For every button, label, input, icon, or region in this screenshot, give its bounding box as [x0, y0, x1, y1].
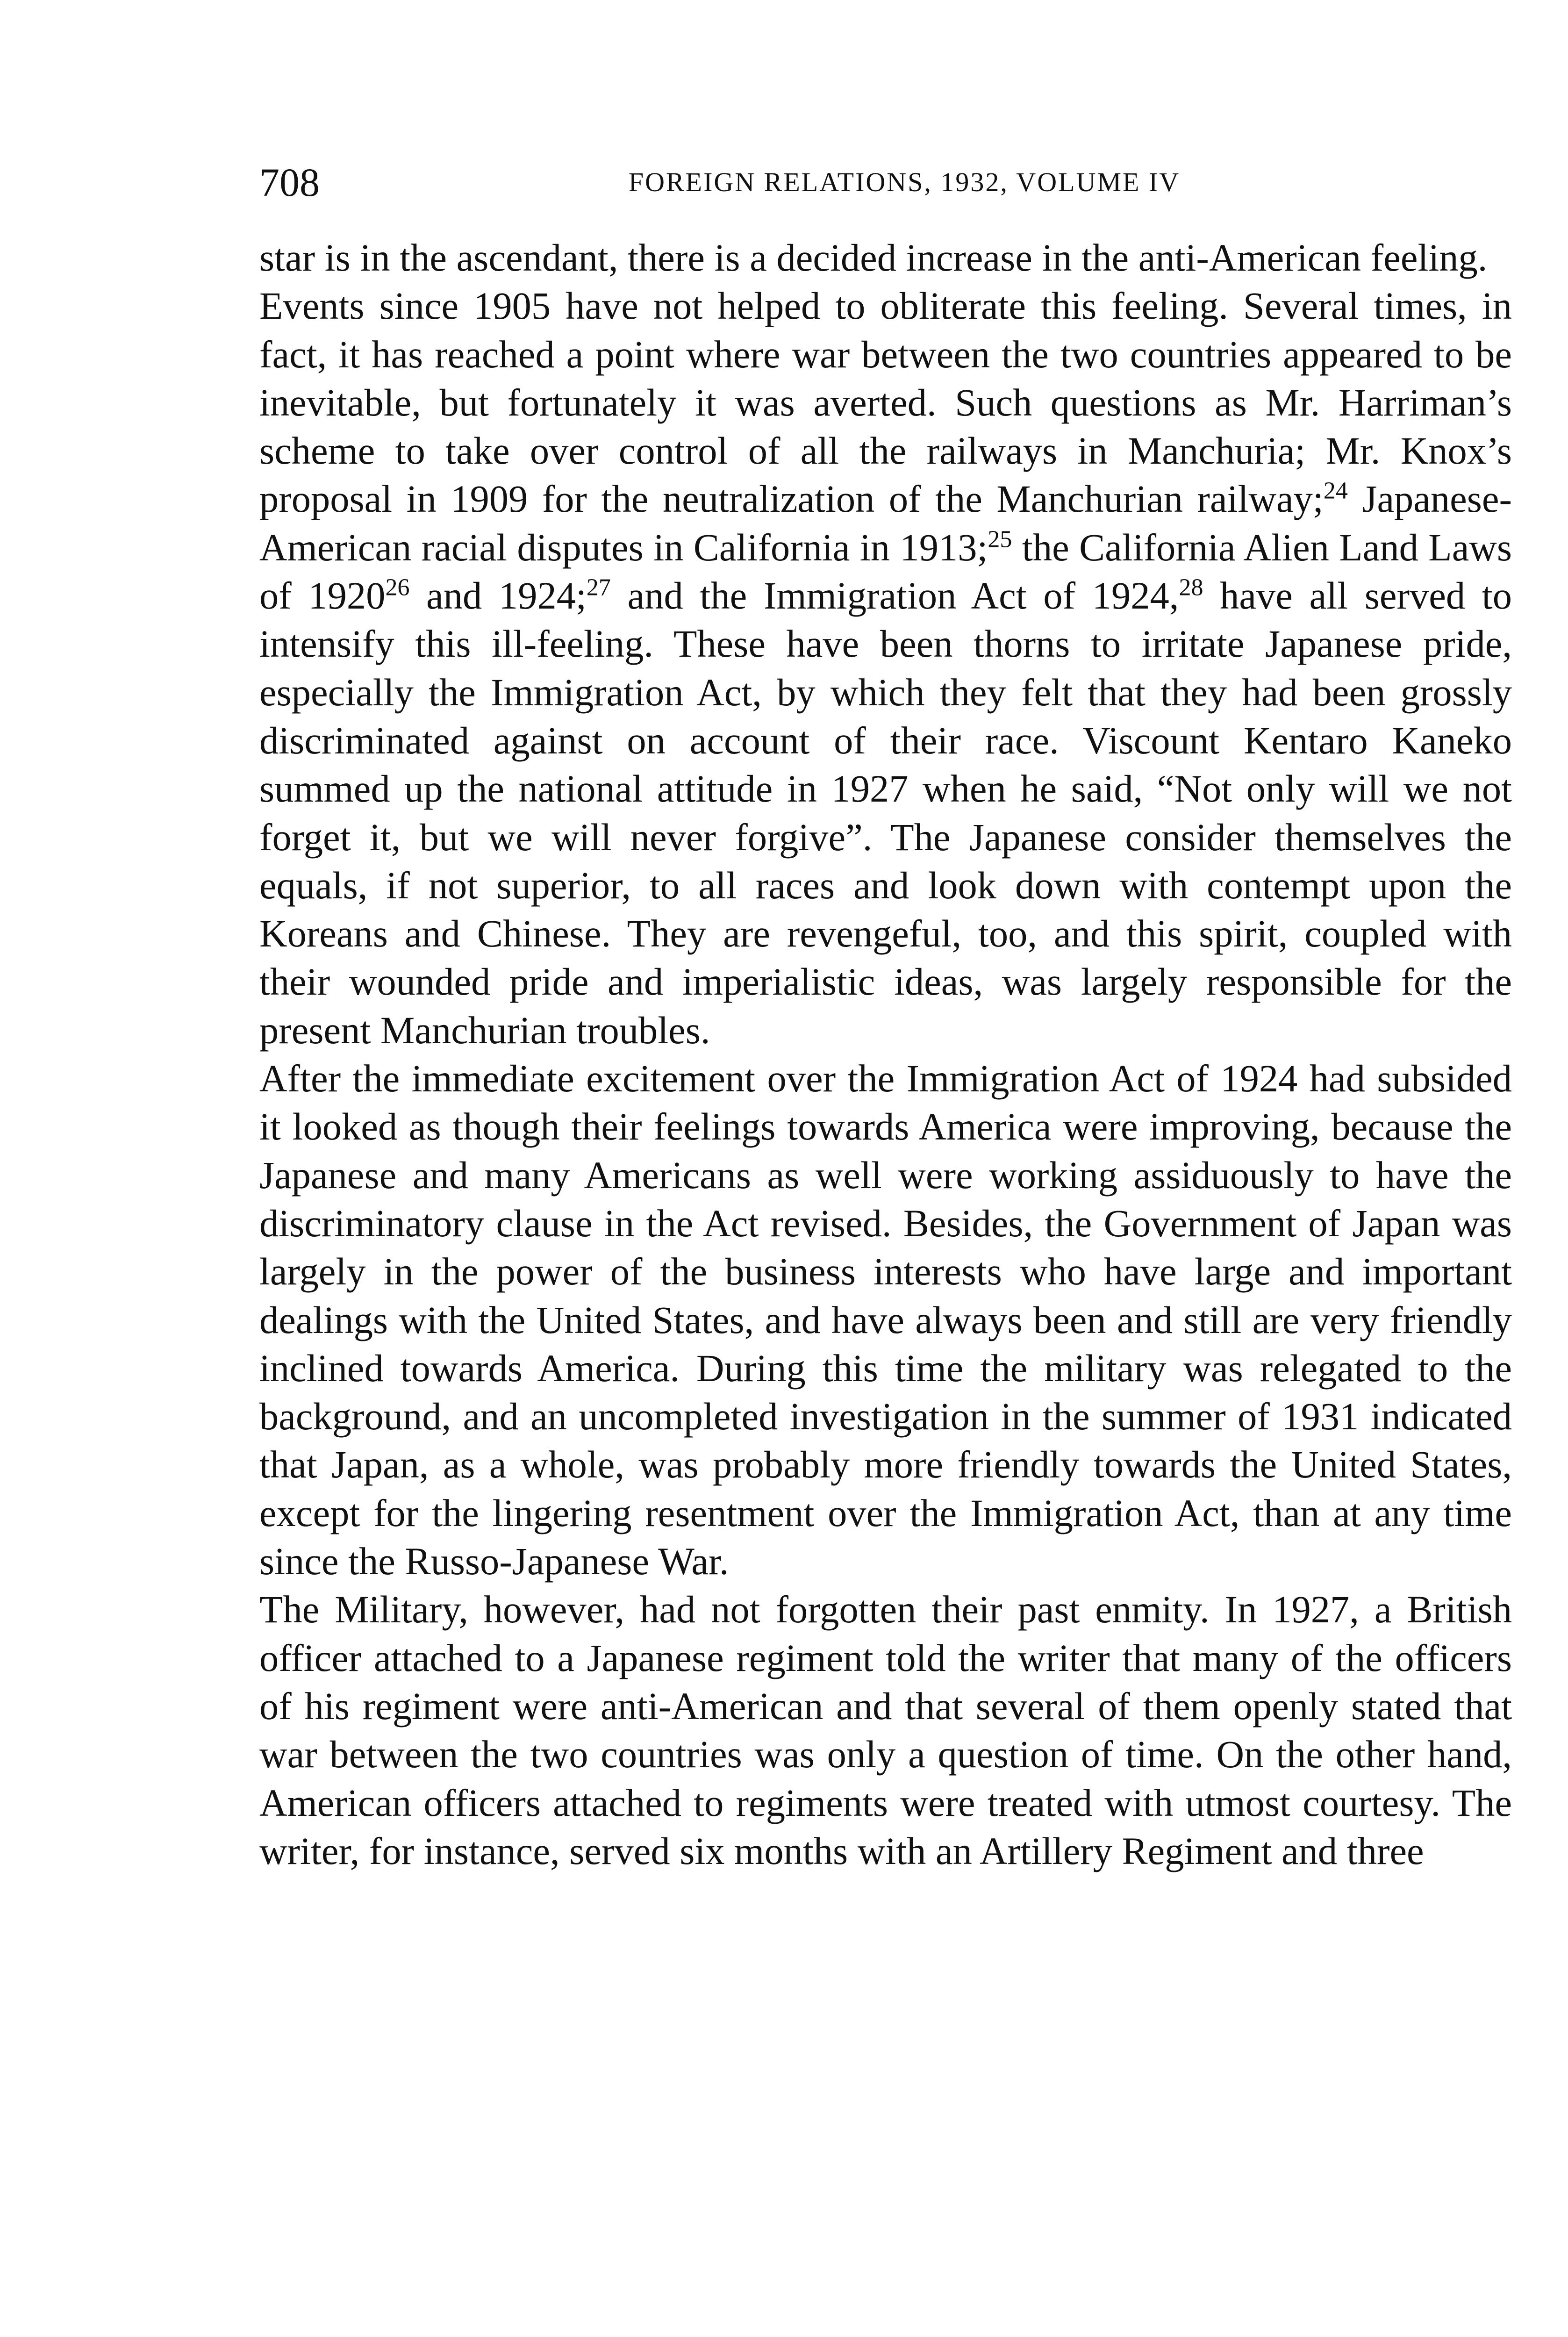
footnote-reference: 28 — [1179, 574, 1203, 601]
paragraph-text: Japanese-American racial disputes in California in 1913; — [259, 477, 1512, 569]
paragraph-text: star is in the ascendant, there is a decided increase in the anti-American feeling. — [259, 236, 1488, 279]
paragraph-text: After the immediate excitement over the Immigration Act of 1924 had subsided it looked as though their feelings towards America were improving, because the Japanese and many Americans as well were working assiduously to have the discriminatory clause in the Act revised. Besides, the Government of Japan was largely in the power of the business interests who have large and important dealings with the United States, and have always been and still are very friendly inclined towards America. During this time the military was relegated to the background, and an uncompleted investigation in the summer of 1931 indicated that Japan, as a whole, was probably more friendly towards the United States, except for the lingering resentment over the Immigration Act, than at any time since the Russo-Japanese War. — [259, 1057, 1512, 1583]
paragraph-text: the California Alien Land Laws of 1920 — [259, 525, 1512, 617]
body-text — [259, 234, 1512, 1875]
paragraph — [259, 282, 1512, 1054]
paragraph — [259, 234, 1512, 282]
paragraph-text: Events since 1905 have not helped to obliterate this feeling. Several times, in fact, it has reached a point where war between the two countries appeared to be inevitable, but fortunately it was averted. Such questions as Mr. Harriman’s scheme to take over control of all the railways in Manchuria; Mr. Knox’s proposal in 1909 for the neutralization of the Manchurian railway; — [259, 284, 1512, 521]
page-number: 708 — [259, 160, 320, 205]
paragraph-text: and the Immigration Act of 1924, — [610, 574, 1179, 617]
paragraph-text: have all served to intensify this ill-feeling. These have been thorns to irritate Japanese pride, especially the Immigration Act, by which they felt that they had been grossly discriminated against on account of their race. Viscount Kentaro Kaneko summed up the national attitude in 1927 when he said, “Not only will we not forget it, but we will never forgive”. The Japanese consider themselves the equals, if not superior, to all races and look down with contempt upon the Koreans and Chinese. They are revengeful, too, and this spirit, coupled with their wounded pride and imperialistic ideas, was largely responsible for the present Manchurian troubles. — [259, 574, 1512, 1052]
page-header — [259, 154, 1512, 210]
running-title: FOREIGN RELATIONS, 1932, VOLUME IV — [628, 167, 1181, 197]
footnote-reference: 25 — [988, 526, 1012, 553]
paragraph-text: The Military, however, had not forgotten their past enmity. In 1927, a British officer attached to a Japanese regiment told the writer that many of the officers of his regiment were anti-American and that several of them openly stated that war between the two countries was only a question of time. On the other hand, American officers attached to regiments were treated with utmost courtesy. The writer, for instance, served six months with an Artillery Regiment and three — [259, 1588, 1512, 1872]
footnote-reference: 27 — [586, 574, 611, 601]
footnote-reference: 26 — [385, 574, 410, 601]
footnote-reference: 24 — [1323, 477, 1348, 504]
paragraph — [259, 1585, 1512, 1875]
paragraph-text: and 1924; — [409, 574, 587, 617]
paragraph — [259, 1054, 1512, 1585]
